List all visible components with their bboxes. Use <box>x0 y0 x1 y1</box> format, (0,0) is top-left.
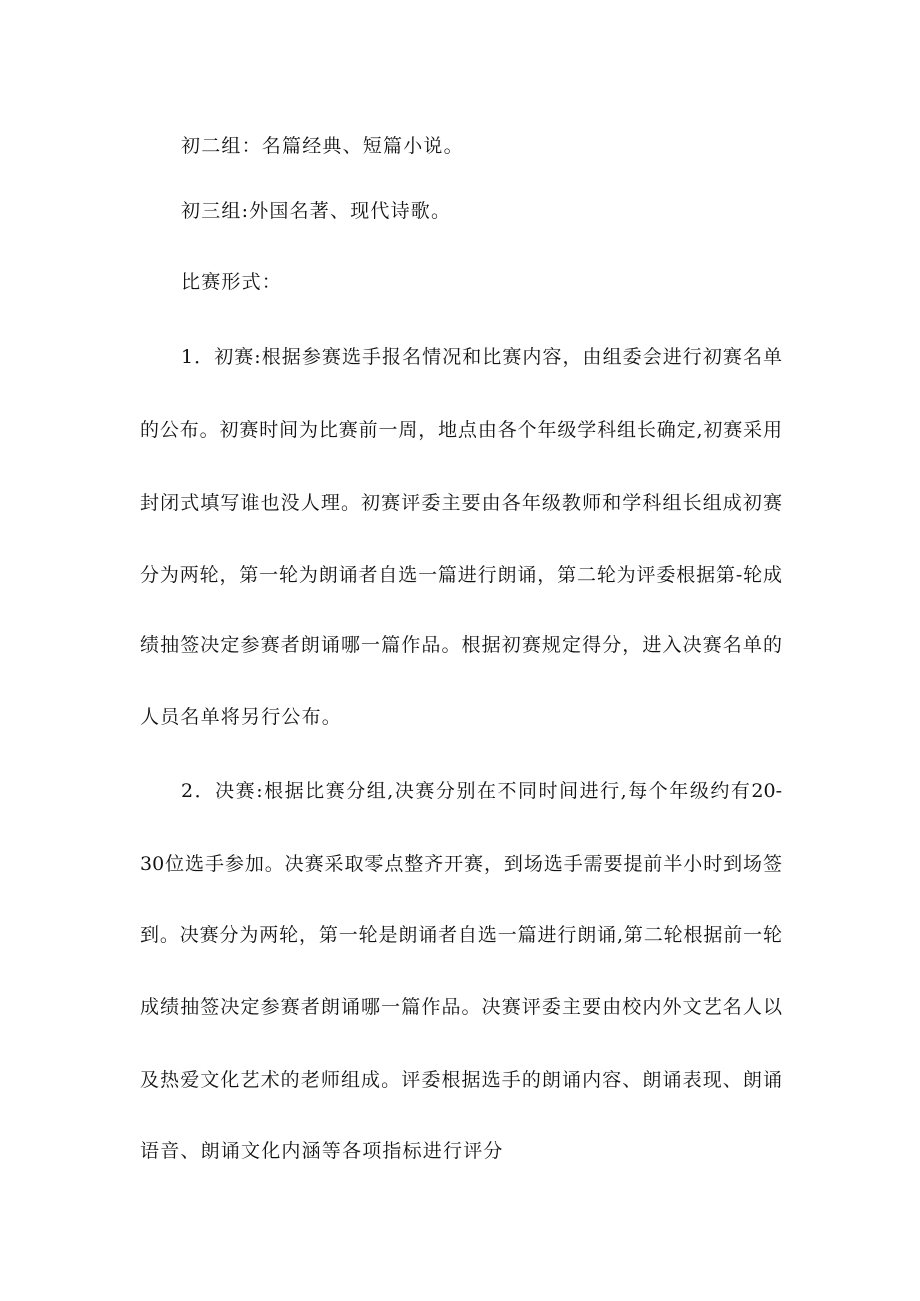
preliminary-paragraph-line: 封闭式填写谁也没人理。初赛评委主要由各年级教师和学科组长组成初赛 <box>140 492 782 514</box>
group-grade-9-text: 初三组:外国名著、现代诗歌。 <box>181 200 452 222</box>
final-paragraph-line: 及热爱文化艺术的老师组成。评委根据选手的朗诵内容、朗诵表现、朗诵 <box>140 1069 782 1091</box>
final-paragraph-line: 到。决赛分为两轮，第一轮是朗诵者自选一篇进行朗诵,第二轮根据前一轮 <box>140 924 782 946</box>
final-paragraph-line: 2．决赛:根据比赛分组,决赛分别在不同时间进行,每个年级约有20- <box>181 780 782 802</box>
preliminary-paragraph-line: 1．初赛:根据参赛选手报名情况和比赛内容，由组委会进行初赛名单 <box>181 346 782 368</box>
final-paragraph-line: 语音、朗诵文化内涵等各项指标进行评分 <box>140 1140 504 1162</box>
preliminary-paragraph-line: 人员名单将另行公布。 <box>140 706 343 728</box>
group-grade-8-text: 初二组：名篇经典、短篇小说。 <box>181 135 464 157</box>
final-paragraph-line: 30位选手参加。决赛采取零点整齐开赛，到场选手需要提前半小时到场签 <box>140 853 782 875</box>
preliminary-paragraph-line: 的公布。初赛时间为比赛前一周，地点由各个年级学科组长确定,初赛采用 <box>140 419 782 441</box>
competition-format-heading: 比赛形式： <box>181 271 283 293</box>
final-paragraph-line: 成绩抽签决定参赛者朗诵哪一篇作品。决赛评委主要由校内外文艺名人以 <box>140 996 782 1018</box>
preliminary-paragraph-line: 分为两轮，第一轮为朗诵者自选一篇进行朗诵，第二轮为评委根据第-轮成 <box>140 564 782 586</box>
preliminary-paragraph-line: 绩抽签决定参赛者朗诵哪一篇作品。根据初赛规定得分，进入决赛名单的 <box>140 634 782 656</box>
